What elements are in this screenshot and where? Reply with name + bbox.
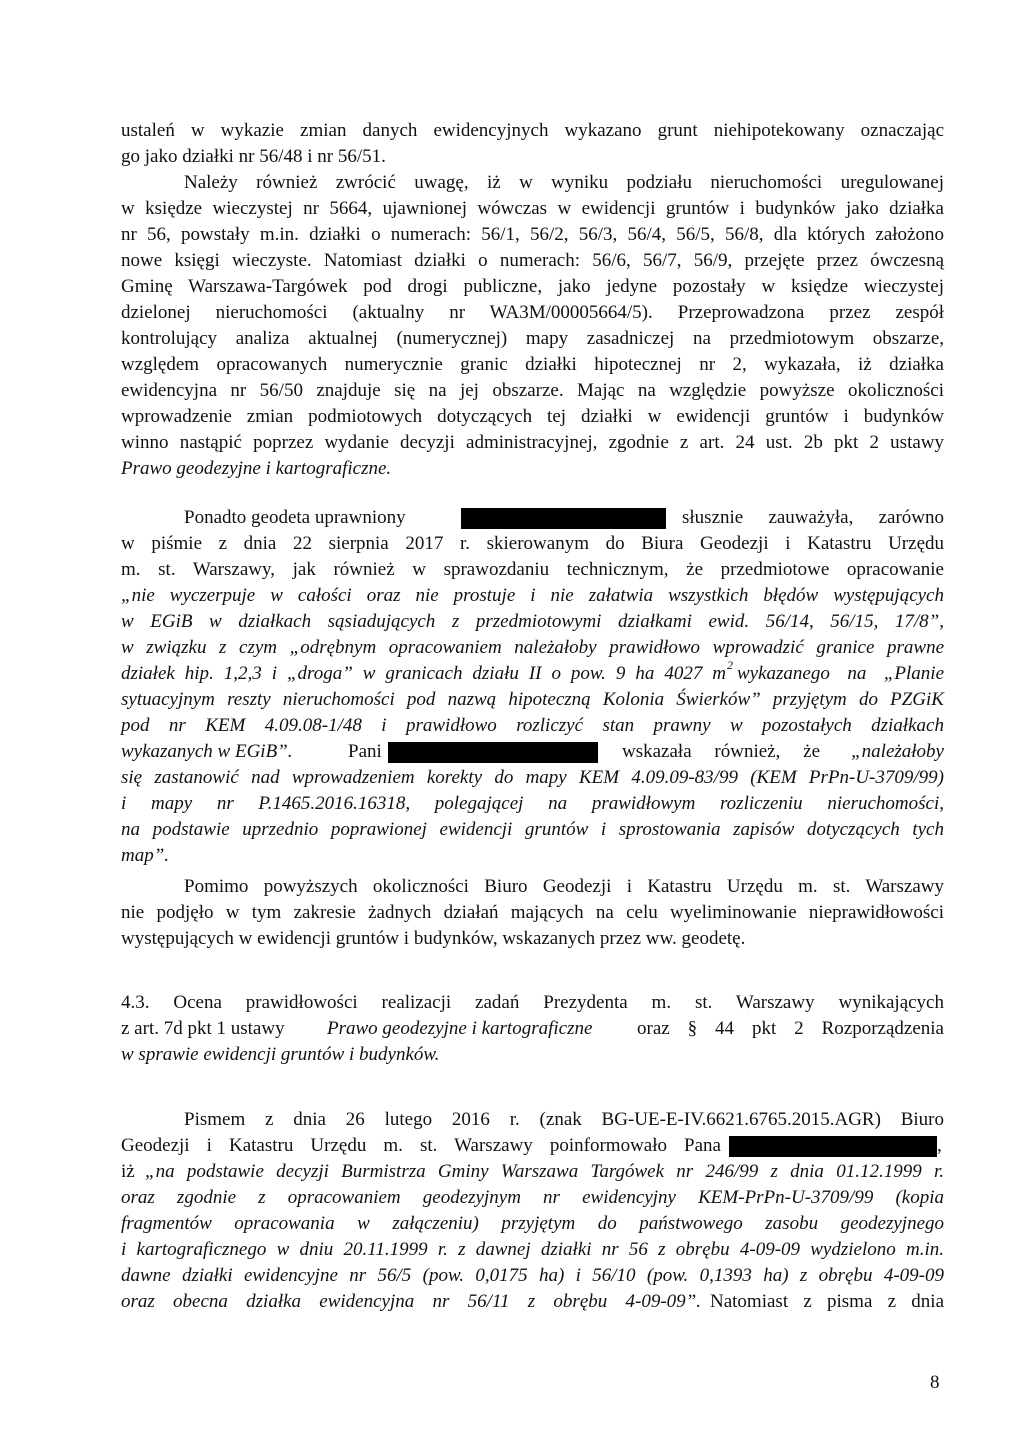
text-line: z art. 7d pkt 1 ustawy <box>121 1018 285 1039</box>
text-line: Geodezji i Katastru Urzędu m. st. Warszawy poinformowało Pana <box>121 1135 721 1156</box>
text-line: wprowadzenie zmian podmiotowych dotyczących tej działki w ewidencji gruntów i budynków <box>121 406 944 427</box>
page-number: 8 <box>930 1372 940 1393</box>
text-line: wykazanych w EGiB”. <box>121 741 293 762</box>
text-line: oraz zgodnie z opracowaniem geodezyjnym nr ewidencyjny KEM-PrPn-U-3709/99 (kopia <box>121 1187 944 1208</box>
superscript: 2 <box>727 658 733 672</box>
text-line: słusznie zauważyła, zarówno <box>682 507 944 528</box>
text-line: działek hip. 1,2,3 i „droga” w granicach działu II o pow. 9 ha 4027 m <box>121 663 726 684</box>
text-line: występujących w ewidencji gruntów i budynków, wskazanych przez ww. geodetę. <box>121 928 746 949</box>
text-line: Pismem z dnia 26 lutego 2016 r. (znak BG-UE-E-IV.6621.6765.2015.AGR) Biuro <box>184 1109 944 1130</box>
text-line: wskazała również, że <box>622 741 820 762</box>
text-line: sytuacyjnym reszty nieruchomości pod nazwą hipoteczną Kolonia Świerków” przyjętym do PZGiK <box>121 689 944 710</box>
text-line: go jako działki nr 56/48 i nr 56/51. <box>121 146 386 167</box>
text-line: „należałoby <box>851 741 944 762</box>
text-line: Ponadto geodeta uprawniony <box>184 507 406 528</box>
text-line: się zastanowić nad wprowadzeniem korekty do mapy KEM 4.09.09-83/99 (KEM PrPn-U-3709/99) <box>121 767 944 788</box>
section-heading: 4.3. Ocena prawidłowości realizacji zadań Prezydenta m. st. Warszawy wynikających <box>121 992 944 1013</box>
text-line: w sprawie ewidencji gruntów i budynków. <box>121 1044 440 1065</box>
text-line: względem opracowanych numerycznie granic działki hipotecznej nr 2, wykazała, iż działka <box>121 354 944 375</box>
text-line: „na podstawie decyzji Burmistrza Gminy Warszawa Targówek nr 246/99 z dnia 01.12.1999 r. <box>145 1161 944 1182</box>
text-line: w księdze wieczystej nr 5664, ujawnionej wówczas w ewidencji gruntów i budynków jako działka <box>121 198 944 219</box>
text-line: kontrolujący analiza aktualnej (numerycznej) mapy zasadniczej na przedmiotowym obszarze, <box>121 328 944 349</box>
text-line: Prawo geodezyjne i kartograficzne <box>327 1018 593 1039</box>
text-line: nr 56, powstały m.in. działki o numerach: 56/1, 56/2, 56/3, 56/4, 56/5, 56/8, dla których założono <box>121 224 944 245</box>
text-line: iż <box>121 1161 135 1182</box>
text-line: Natomiast z pisma z dnia <box>710 1291 944 1312</box>
text-line: pod nr KEM 4.09.08-1/48 i prawidłowo rozliczyć stan prawny w pozostałych działkach <box>121 715 944 736</box>
text-line: nowe księgi wieczyste. Natomiast działki o numerach: 56/6, 56/7, 56/9, przejęte przez ówczesną <box>121 250 944 271</box>
text-line: w związku z czym „odrębnym opracowaniem należałoby prawidłowo wprowadzić granice prawne <box>121 637 944 658</box>
text-line: oraz obecna działka ewidencyjna nr 56/11 z obrębu 4-09-09”. <box>121 1291 701 1312</box>
text-line: m. st. Warszawy, jak również w sprawozdaniu technicznym, że przedmiotowe opracowanie <box>121 559 944 580</box>
text-line: na podstawie uprzednio poprawionej ewidencji gruntów i sprostowania zapisów dotyczących tych <box>121 819 944 840</box>
text-line: Pomimo powyższych okoliczności Biuro Geodezji i Katastru Urzędu m. st. Warszawy <box>184 876 944 897</box>
text-line: nie podjęło w tym zakresie żadnych działań mających na celu wyeliminowanie nieprawidłowości <box>121 902 944 923</box>
text-line: Gminę Warszawa-Targówek pod drogi publiczne, jako jedyne pozostały w księdze wieczystej <box>121 276 944 297</box>
text-line: Prawo geodezyjne i kartograficzne. <box>121 458 392 479</box>
text-line: map”. <box>121 845 170 866</box>
text-line: oraz § 44 pkt 2 Rozporządzenia <box>637 1018 944 1039</box>
text-line: w piśmie z dnia 22 sierpnia 2017 r. skierowanym do Biura Geodezji i Katastru Urzędu <box>121 533 944 554</box>
text-line: ustaleń w wykazie zmian danych ewidencyjnych wykazano grunt niehipotekowany oznaczając <box>121 120 944 141</box>
text-line: fragmentów opracowania w załączeniu) przyjętym do państwowego zasobu geodezyjnego <box>121 1213 944 1234</box>
text-line: dawne działki ewidencyjne nr 56/5 (pow. 0,0175 ha) i 56/10 (pow. 0,1393 ha) z obrębu 4-09-09 <box>121 1265 944 1286</box>
text-line: w EGiB w działkach sąsiadujących z przedmiotowymi działkami ewid. 56/14, 56/15, 17/8”, <box>121 611 944 632</box>
redaction-bar <box>729 1136 937 1157</box>
redaction-bar <box>461 508 666 529</box>
text-line: i mapy nr P.1465.2016.16318, polegającej na prawidłowym rozliczeniu nieruchomości, <box>121 793 944 814</box>
text-line: wykazanego na „Planie <box>737 663 944 684</box>
text-line: dzielonej nieruchomości (aktualny nr WA3M/00005664/5). Przeprowadzona przez zespół <box>121 302 944 323</box>
text-line: Należy również zwrócić uwagę, iż w wyniku podziału nieruchomości uregulowanej <box>184 172 944 193</box>
text-line: Pani <box>348 741 382 762</box>
text-line: , <box>937 1135 942 1156</box>
text-line: i kartograficznego w dniu 20.11.1999 r. z dawnej działki nr 56 z obrębu 4-09-09 wydzielono m.in. <box>121 1239 944 1260</box>
text-line: „nie wyczerpuje w całości oraz nie prostuje i nie załatwia wszystkich błędów występujących <box>121 585 944 606</box>
text-line: winno nastąpić poprzez wydanie decyzji administracyjnej, zgodnie z art. 24 ust. 2b pkt 2 ustawy <box>121 432 944 453</box>
text-line: ewidencyjna nr 56/50 znajduje się na jej obszarze. Mając na względzie powyższe okoliczności <box>121 380 944 401</box>
redaction-bar <box>388 742 598 763</box>
